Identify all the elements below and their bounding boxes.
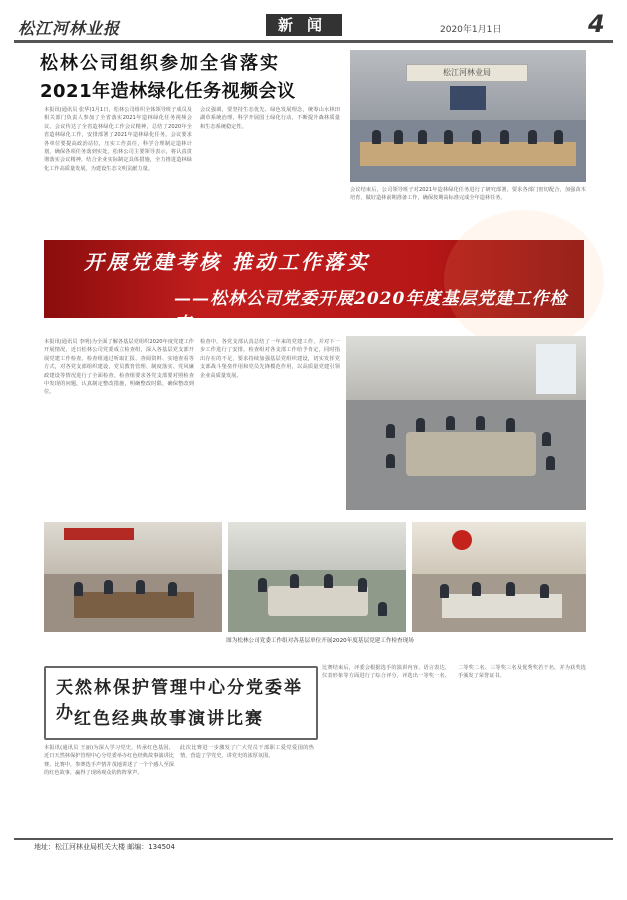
article1-headline-line1: 松林公司组织参加全省落实 xyxy=(40,53,280,74)
photo-screen xyxy=(450,86,486,110)
attendee xyxy=(440,584,449,598)
article1-body-right: 会议结束后，公司领导班子对2021年造林绿化任务进行了研究部署，要求各部门密切配合，加强苗木培育，做好造林前期准备工作，确保按期高标准完成全年造林任务。 xyxy=(350,187,586,202)
article2-body-left: 本报讯(通讯员 李明)为全面了解各基层党组织2020年度党建工作开展情况，近日松林公司党委成立检查组，深入各基层党支部开展党建工作检查。检查组通过听取汇报、查阅资料、实地查看等方式，对各党支部组织建设、党员教育管理、制度落实、党风廉政建设等情况进行了全面检查。检查组要求各党支部要对照检查中发现的问题，认真制定整改措施，明确整改时限，确保整改到位。 xyxy=(44,339,194,396)
article3-body-left: 本报讯(通讯员 王丽)为深入学习党史，传承红色基因，近日天然林保护管理中心分党委举办红色经典故事演讲比赛。比赛中，参赛选手声情并茂地讲述了一个个感人至深的红色故事，赢得了现场观众的阵阵掌声。 xyxy=(44,745,174,777)
inspection-photo-3 xyxy=(412,522,586,632)
photo-table xyxy=(268,586,368,616)
article1-headline-line2: 2021年造林绿化任务视频会议 xyxy=(40,81,296,102)
article1-body-left: 本报讯(通讯员 张华)1月1日，松林公司组织全体领导班子成员及相关部门负责人参加了全省落实2021年造林绿化任务视频会议。会议传达了全省造林绿化工作会议精神，总结了2020年全省造林绿化工作，安排部署了2021年造林绿化任务。会议要求各单位要提高政治站位，压实工作责任，科学合理制定造林计划，确保各项任务落到实处。松林公司主要领导表示，将认真贯彻落实会议精神，结合企业实际制定具体措施，全力推进造林绿化工作高质量发展，为建设生态文明贡献力量。 xyxy=(44,107,192,172)
article1-body-mid: 会议强调，要坚持生态优先、绿色发展理念，统筹山水林田湖草系统治理，科学开展国土绿化行动，不断提升森林质量和生态系统稳定性。 xyxy=(200,107,340,130)
attendee xyxy=(378,602,387,616)
masthead xyxy=(14,12,613,43)
attendee xyxy=(258,578,267,592)
article2-body-mid: 检查中，各党支部认真总结了一年来的党建工作，并对下一步工作进行了安排。检查组对各支部工作给予肯定，同时指出存在的不足，要求持续加强基层党组织建设，切实发挥党支部战斗堡垒作用和党员先锋模范作用，以高质量党建引领企业高质量发展。 xyxy=(200,339,340,379)
attendee xyxy=(386,454,395,468)
attendee xyxy=(542,432,551,446)
attendee xyxy=(472,582,481,596)
footer xyxy=(14,838,613,852)
attendee xyxy=(416,418,425,432)
paper-name: 松江河林业报 xyxy=(18,19,121,38)
photo-wall xyxy=(412,522,586,574)
attendee xyxy=(506,418,515,432)
attendee xyxy=(540,584,549,598)
attendee xyxy=(472,130,481,144)
attendee xyxy=(394,130,403,144)
article1-meeting-photo xyxy=(350,50,586,182)
article1-headline xyxy=(40,50,340,106)
attendee xyxy=(358,578,367,592)
photo-table xyxy=(406,432,536,476)
attendee xyxy=(528,130,537,144)
photo-table xyxy=(360,142,576,166)
attendee xyxy=(506,582,515,596)
issue-date: 2020年1月1日 xyxy=(440,25,502,35)
attendee xyxy=(386,424,395,438)
article3-headline: 天然林保护管理中心分党委举办 xyxy=(56,678,303,723)
attendee xyxy=(290,574,299,588)
attendee xyxy=(372,130,381,144)
article2-inspection-photo xyxy=(346,336,586,510)
attendee xyxy=(546,456,555,470)
photo-banner xyxy=(64,528,134,540)
attendee xyxy=(476,416,485,430)
page-number: 4 xyxy=(588,10,605,38)
footer-address: 地址：松江河林业局机关大楼 邮编：134504 xyxy=(34,843,175,851)
article3-headline-box xyxy=(44,666,318,740)
attendee xyxy=(324,574,333,588)
article3-body-mid: 此次比赛进一步激发了广大党员干部职工爱党爱国的热情，营造了学党史、讲党史的浓厚氛围。 xyxy=(180,745,314,760)
inspection-photo-1 xyxy=(44,522,222,632)
inspection-photo-2 xyxy=(228,522,406,632)
article2-subheadline: ——松林公司党委开展2020年度基层党建工作检查 xyxy=(174,289,568,334)
attendee xyxy=(104,580,113,594)
article3-body-right: 比赛结束后，评委会根据选手的演讲内容、语言表达、仪表形象等方面进行了综合评分，评选出一等奖一名、二等奖二名、三等奖三名及优秀奖若干名，并为获奖选手颁发了荣誉证书。 xyxy=(322,665,586,680)
photo-wall xyxy=(228,522,406,570)
article3-subheadline: 红色经典故事演讲比赛 xyxy=(74,709,264,729)
attendee xyxy=(446,416,455,430)
photo-banner: 松江河林业局 xyxy=(406,64,528,82)
article2-headline: 开展党建考核 推动工作落实 xyxy=(84,250,370,274)
section-title: 新闻 xyxy=(266,14,342,36)
attendee xyxy=(554,130,563,144)
attendee xyxy=(500,130,509,144)
attendee xyxy=(444,130,453,144)
party-emblem-icon xyxy=(452,530,472,550)
article2-banner xyxy=(44,240,584,334)
attendee xyxy=(168,582,177,596)
attendee xyxy=(136,580,145,594)
photo-caption: 图为松林公司党委工作组对各基层单位开展2020年度基层党建工作检查现场 xyxy=(226,638,414,644)
photo-window xyxy=(536,344,576,394)
attendee xyxy=(74,582,83,596)
attendee xyxy=(418,130,427,144)
